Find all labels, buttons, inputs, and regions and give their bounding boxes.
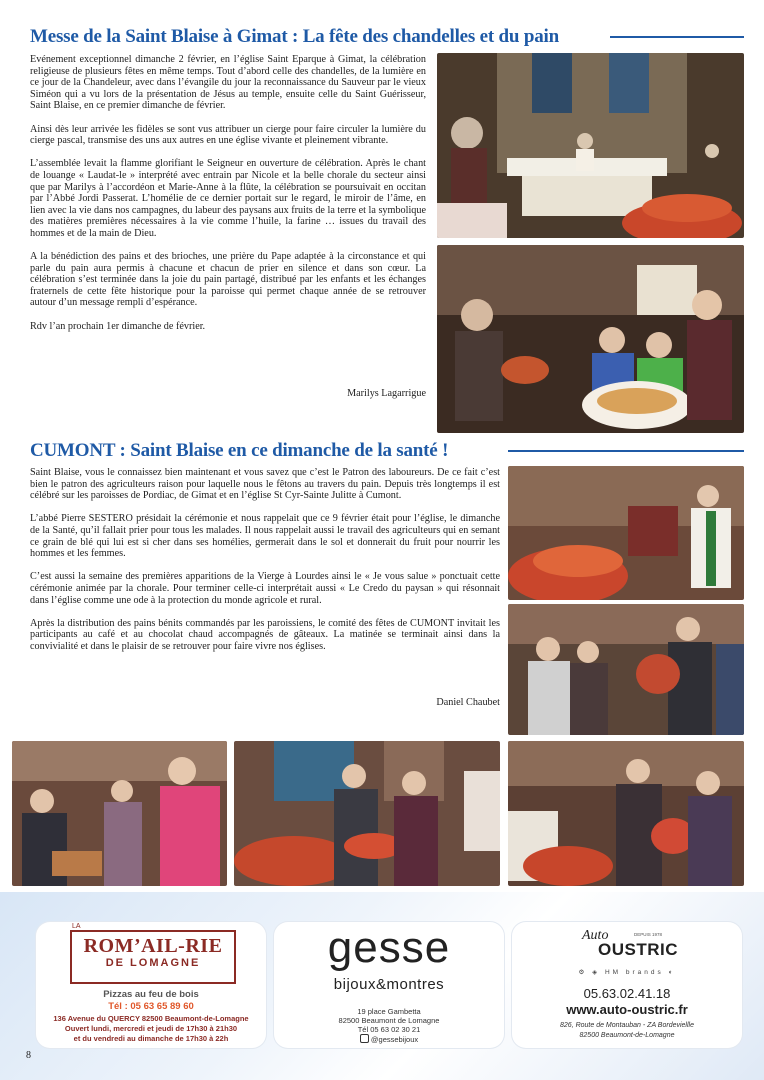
article1-title: Messe de la Saint Blaise à Gimat : La fête des chandelles et du pain bbox=[30, 26, 559, 47]
oustric-phone: 05.63.02.41.18 bbox=[583, 986, 671, 1001]
photo-church-altar bbox=[437, 53, 744, 238]
article2-paragraph: C’est aussi la semaine des premières apparitions de la Vierge à Lourdes ainsi le « Je vous salue » ponctuait cette cérémonie animée par la chorale. Pour terminer celle-ci interprétait aussi « Le Credo du paysan » qui résonnait dans l’église comme une ode à la protection du monde agricole et rural. bbox=[30, 571, 500, 606]
romailrie-phone: Tél : 05 63 65 89 60 bbox=[108, 1001, 194, 1012]
ad-romailrie[interactable] bbox=[36, 922, 266, 1048]
oustric-logo bbox=[582, 928, 682, 964]
oustric-website[interactable]: www.auto-oustric.fr bbox=[566, 1002, 688, 1017]
gesse-address2: 82500 Beaumont de Lomagne bbox=[338, 1016, 440, 1025]
article1-paragraph: Ainsi dès leur arrivée les fidèles se sont vus attribuer un cierge pour faire circuler la lumière du cierge pascal, transmise des uns aux autres en une église vivante et pleinement vibrante. bbox=[30, 123, 426, 147]
photo-congregation-bread-basket bbox=[12, 741, 227, 886]
oustric-logo-top: Auto bbox=[582, 928, 609, 943]
article1-title-rule bbox=[610, 36, 744, 38]
gesse-phone: Tél 05 63 02 30 21 bbox=[357, 1025, 421, 1034]
brand-logo-icon: HM bbox=[604, 969, 622, 976]
gesse-logo-sub: bijoux&montres bbox=[333, 976, 445, 993]
article2-paragraph: L’abbé Pierre SESTERO présidait la cérémonie et nous rappelait que ce 9 février était pour l’église, le dimanche de la Santé, qu’il fallait prier pour tous les malades. Il nous rappelait aussi le travail des agriculteurs qui en semant ce grain de blé qui lui est si cher dans ses homélies, germerait dans le sol et donnerait du fruit pour nourrir les hommes et les femmes. bbox=[30, 513, 500, 560]
gesse-social-handle: @gessebijoux bbox=[370, 1035, 419, 1044]
article2-title-rule bbox=[508, 450, 744, 452]
photo-parishioners-bread-crown bbox=[508, 604, 744, 735]
oustric-logo-small: DEPUIS 1978 bbox=[634, 932, 663, 937]
page-number: 8 bbox=[26, 1050, 31, 1061]
article2-paragraph: Saint Blaise, vous le connaissez bien maintenant et vous savez que c’est le Patron des laboureurs. De ce fait c’est bien le patron des agriculteurs raison pour laquelle nous le fêtons au travers du pain. Depuis très longtemps il est célébré sur les paroisses de Pordiac, de Gimat et en l’église St Cyr-Sainte Julitte à Cumont. bbox=[30, 467, 500, 502]
romailrie-hours2: et du vendredi au dimanche de 17h30 à 22h bbox=[73, 1034, 229, 1043]
brand-logo-icon: brands bbox=[625, 969, 664, 976]
article1-signature: Marilys Lagarrigue bbox=[347, 388, 426, 399]
romailrie-logo-box bbox=[70, 923, 236, 984]
romailrie-logo-name: ROM’AIL-RIE bbox=[83, 935, 223, 957]
romailrie-logo-sub: DE LOMAGNE bbox=[105, 957, 201, 969]
brand-logo-icon: ⚙ bbox=[578, 969, 588, 976]
ad-auto-oustric[interactable] bbox=[512, 922, 742, 1048]
article1-paragraph: Rdv l’an prochain 1er dimanche de février. bbox=[30, 320, 206, 332]
oustric-brand-row bbox=[562, 968, 692, 976]
oustric-address2: 82500 Beaumont-de-Lomagne bbox=[579, 1032, 675, 1039]
romailrie-tagline: Pizzas au feu de bois bbox=[103, 989, 199, 1000]
photo-two-with-bread-crown bbox=[508, 741, 744, 886]
article1-paragraph: Evénement exceptionnel dimanche 2 février, en l’église Saint Eparque à Gimat, la célébration religieuse de plusieurs fêtes en même temps. Tout d’abord celle des chandelles, de la lumière en ce jour de la Chandeleur, avec dans l’évangile du jour la reconnaissance du Sauveur par le vieux Siméon qui a vu lors de la présentation de Jésus au temple, ensuite celle du Saint Guérisseur, Saint Blaise, en ce premier dimanche de février. bbox=[30, 54, 426, 112]
article2-paragraph: Après la distribution des pains bénits commandés par les paroissiens, le comité des fêtes de CUMONT invitait les participants au café et au chocolat chaud accompagnés de gâteaux. La matinée se terminait ainsi dans la convivialité et dans le plaisir de se retrouver pour faire vivre nos églises. bbox=[30, 617, 500, 652]
brand-logo-icon: ◐ bbox=[668, 969, 676, 976]
photo-priest-blessing-bread bbox=[508, 466, 744, 600]
romailrie-logo-top: LA bbox=[72, 923, 81, 930]
article2-body bbox=[30, 467, 500, 664]
gesse-logo-name: gesse bbox=[327, 923, 451, 972]
romailrie-address: 136 Avenue du QUERCY 82500 Beaumont-de-Lomagne bbox=[53, 1014, 249, 1023]
photo-bread-distribution-children bbox=[437, 245, 744, 433]
oustric-logo-main: OUSTRIC bbox=[598, 940, 678, 959]
gesse-social-row[interactable] bbox=[274, 1034, 504, 1044]
article1-body bbox=[30, 54, 426, 344]
brand-logo-icon: ◈ bbox=[592, 969, 601, 976]
article2-title: CUMONT : Saint Blaise en ce dimanche de la santé ! bbox=[30, 440, 449, 461]
oustric-address1: 826, Route de Montauban - ZA Bordeviellle bbox=[560, 1022, 694, 1029]
article1-paragraph: L’assemblée levait la flamme glorifiant le Seigneur en ouverture de célébration. Après le chant de louange « Laudat-le » interprété avec entrain par Nicole et la belle chorale du secteur ainsi que par Marilys à l’accordéon et Marie-Anne à la flûte, la célébration se poursuivait en occitan par l’Abbé Jordi Passerat. L’homélie de ce dernier portait sur le regard, le miroir de l’âme, en lien avec la vie dans nos campagnes, du labeur des paysans aux fruits de la terre et la symbolique des matières premières nécessaires à la vie comme l’huile, la farine … issues du travail des hommes et de la main de Dieu. bbox=[30, 158, 426, 239]
gesse-address1: 19 place Gambetta bbox=[357, 1007, 421, 1016]
article1-paragraph: A la bénédiction des pains et des brioches, une prière du Pape adaptée à la circonstance et qui parle du pain aura permis à chacune et chacun de prier en silence et dans son cœur. La célébration s’est terminée dans la joie du pain partagé, distribué par les enfants et les échanges fraternels de cette fête historique pour la paroisse qui permet chaque année de se retrouver autour d’un message rempli d’espérance. bbox=[30, 251, 426, 309]
romailrie-hours1: Ouvert lundi, mercredi et jeudi de 17h30 à 21h30 bbox=[64, 1024, 238, 1033]
article2-signature: Daniel Chaubet bbox=[436, 697, 500, 708]
ad-gesse[interactable] bbox=[274, 922, 504, 1048]
instagram-icon bbox=[360, 1034, 369, 1043]
photo-couple-with-bread bbox=[234, 741, 500, 886]
